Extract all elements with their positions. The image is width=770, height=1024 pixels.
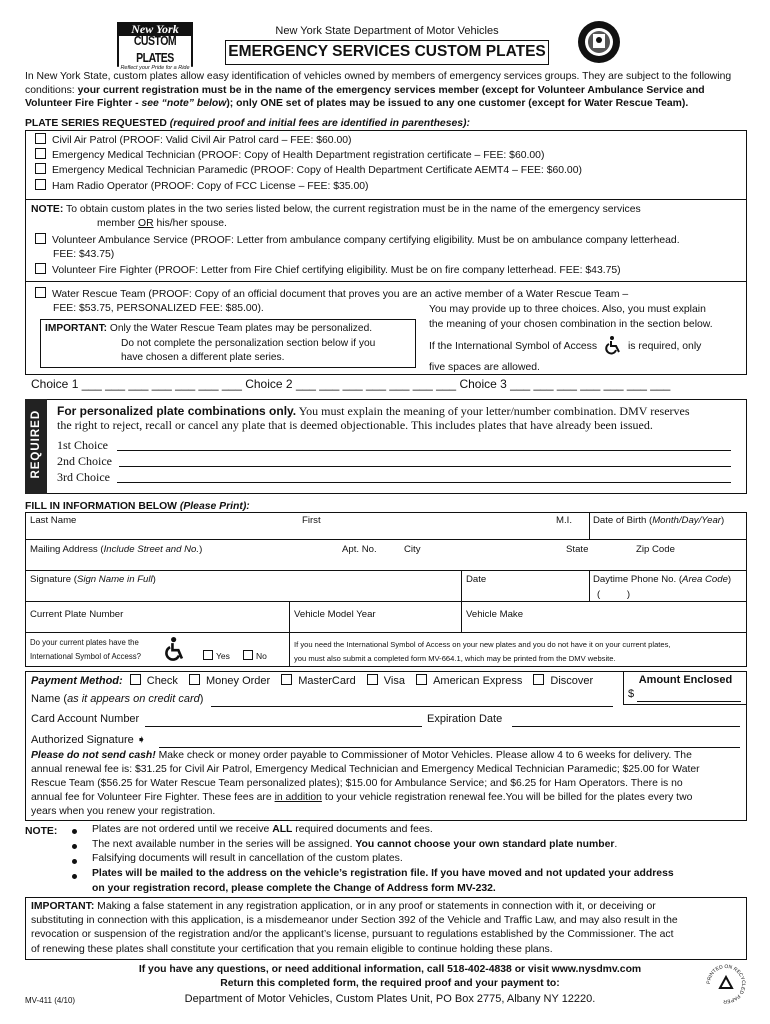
meaning-choices [57,437,727,485]
custom-plates-logo [117,22,193,71]
intro-paragraph [25,70,747,111]
intro-text-1: In New York State, custom plates allow easy identification of vehicles owned by members of emergency services groups. They are subject to the following conditions: [25,71,732,96]
note-item [92,823,747,838]
checkbox[interactable] [243,650,253,660]
divider [25,281,747,282]
meaning-3rd[interactable] [57,469,727,485]
meaning-2nd[interactable] [57,453,727,469]
field-plate-number[interactable]: Current Plate Number [30,609,124,620]
note-label: NOTE: [31,204,64,215]
plate-option-emt-paramedic[interactable] [35,163,582,178]
amount-label: Amount Enclosed [638,674,733,686]
checkbox[interactable] [416,674,427,685]
checkbox[interactable] [35,179,46,190]
warning-text: substituting in connection with this application, is a misdemeanor under Section 392 of the Vehicle and Traffic Law, and may also result in the [31,915,678,927]
meaning-label: 1st Choice [57,438,108,452]
note-text: . [614,838,618,850]
option-label: Visa [383,675,405,687]
card-name-row[interactable]: Name (as it appears on credit card) [31,693,616,707]
field-mailing-address[interactable]: Mailing Address (Include Street and No.) [30,544,203,555]
amount-line[interactable] [637,701,741,702]
bullet [72,844,77,849]
divider [289,601,290,632]
field-apt[interactable]: Apt. No. [342,544,377,555]
meaning-label: 3rd Choice [57,470,110,484]
amount-field[interactable] [628,688,747,702]
field-label: Area Code [682,574,728,585]
card-name-line[interactable] [211,706,613,707]
divider [25,199,747,200]
fill-in-title: FILL IN INFORMATION BELOW [25,501,177,512]
checkbox[interactable] [35,163,46,174]
wheelchair-icon [604,335,624,361]
note-text: required documents and fees. [292,824,433,835]
dollar-sign: $ [628,687,635,700]
divider [25,632,747,633]
plate-series-title: PLATE SERIES REQUESTED [25,118,167,129]
checkbox[interactable] [281,674,292,685]
bullet [72,874,77,879]
choice-3[interactable] [459,377,670,391]
pay-discover[interactable] [533,675,593,687]
recycle-text: PRINTED ON RECYCLED PAPER [705,963,747,1005]
notes-list [92,823,747,897]
note-text: Plates will be mailed to the address on the vehicle’s registration file. If you have moved and not updated your address [92,868,674,880]
meaning-line[interactable] [117,482,731,483]
intro-text-3: see “note” below [141,98,227,110]
checkbox[interactable] [35,133,46,144]
bullet [72,829,77,834]
meaning-line[interactable] [119,466,731,467]
mailing-address: Department of Motor Vehicles, Custom Plates Unit, PO Box 2775, Albany NY 12220. [184,992,596,1005]
choice-blanks[interactable]: ___ ___ ___ ___ ___ ___ ___ [295,377,457,391]
pay-check[interactable] [130,675,178,687]
field-label: Date of Birth ( [593,515,653,526]
pay-visa[interactable] [367,675,405,687]
note-item: Falsifying documents will result in cancellation of the custom plates. [92,853,403,865]
payment-text: annual fee for Volunteer Fire Fighter. These fees are [31,792,275,803]
option-label: MasterCard [298,675,356,687]
divider [461,570,462,632]
svg-text:PRINTED ON RECYCLED PAPER [706,964,746,1004]
meaning-line[interactable] [117,450,731,451]
divider [25,570,747,571]
option-label: Emergency Medical Technician Paramedic (PROOF: Copy of Health Department Certificate AEMT4 – FEE: $60.00) [52,165,582,177]
personalization-instructions [429,303,745,375]
personalized-text [57,404,741,432]
checkbox[interactable] [35,263,46,274]
choice-label: Choice 3 [459,377,507,391]
field-vehicle-make[interactable]: Vehicle Make [466,609,524,620]
field-label: Name ( [31,693,68,705]
payment-text: years when you renew your registration. [31,806,216,817]
plate-option-ham-radio[interactable] [35,179,582,194]
wheelchair-icon [164,636,188,666]
notes-label: NOTE: [25,826,58,837]
important-text: Only the Water Rescue Team plates may be personalized. [107,323,373,334]
isa-no[interactable] [243,650,267,662]
note-text: on your registration record, please complete the Change of Address form MV-232. [92,882,496,894]
field-phone[interactable]: Daytime Phone No. (Area Code) [593,574,732,585]
pay-mastercard[interactable] [281,675,355,687]
payment-methods [31,674,593,689]
divider [289,632,290,667]
checkbox[interactable] [189,674,200,685]
payment-text: Rescue Team ($56.25 for Water Rescue Team personalized plates); $15.00 for Ambulance Service; and $6.25 for Ham Operators. There is no [31,778,683,789]
field-mi[interactable]: M.I. [556,515,572,526]
important-text: Do not complete the personalization section below if you [121,337,376,349]
option-label: Discover [550,675,594,687]
note-text: his/her spouse. [153,217,227,229]
state-seal [577,20,621,64]
fill-in-note: (Please Print): [177,501,250,512]
contact-text: If you have any questions, or need additional information, call 518-402-4838 or visit www.nysdmv.com [138,964,642,975]
isa-question [30,636,141,664]
payment-text: Make check or money order payable to Commissioner of Motor Vehicles. Please allow 4 to 6 weeks for delivery. The [155,750,692,761]
divider [589,512,590,539]
isa-note-text: If you need the International Symbol of Access on your new plates and you do not have it on your current plates, [294,640,671,649]
logo-state: New York [117,22,193,36]
isa-question-text: International Symbol of Access? [30,652,141,661]
form-id: MV-411 (4/10) [25,996,76,1005]
field-label: Mailing Address ( [30,544,104,555]
meaning-label: 2nd Choice [57,454,112,468]
choice-blanks[interactable]: ___ ___ ___ ___ ___ ___ ___ [510,377,671,391]
checkbox[interactable] [203,650,213,660]
warning-text: revocation or suspension of the registration and/or the applicant’s license, pursuant to regulations established by the Commissioner. The act [31,929,674,941]
payment-instructions [31,749,743,819]
option-label: Water Rescue Team (PROOF: Copy of an official document that proves you are an active member of a Water Rescue Team – [52,289,629,300]
arrow-icon: ➧ [136,734,147,746]
option-label: Ham Radio Operator (PROOF: Copy of FCC License – FEE: $35.00) [52,180,369,192]
personalized-desc: You must explain the meaning of your letter/number combination. DMV reserves [296,404,690,418]
field-label: Month/Day/Year [652,515,721,526]
plate-option-volunteer-ambulance[interactable] [35,233,745,262]
option-fee: FEE: $43.75) [53,249,115,260]
divider [589,570,590,601]
field-label: Expiration Date [427,713,503,725]
footer-contact [80,963,700,1006]
field-model-year[interactable]: Vehicle Model Year [294,609,376,620]
bullet [72,859,77,864]
meaning-1st[interactable] [57,437,727,453]
required-tab [25,399,47,494]
agency-name: New York State Department of Motor Vehicles [275,25,499,37]
recycled-paper-badge [704,962,748,1006]
field-state[interactable]: State [566,544,589,555]
divider [25,539,747,540]
payment-text: annual renewal fee is: $31.25 for Civil Air Patrol, Emergency Medical Technician and Emergency Medical Technician Paramedic; $25.00 for Water [31,764,700,775]
payment-text: in addition [274,792,322,803]
card-number-line[interactable] [145,726,422,727]
isa-note-text: you must also submit a completed form MV-664.1, which may be printed from the DMV website. [294,653,616,663]
card-number-row[interactable] [31,713,743,727]
warning-text: Making a false statement in any registration application, or in any proof or statements in connection with it, or deceiving or [94,901,656,912]
field-city[interactable]: City [404,544,421,555]
choice-2[interactable] [245,377,456,391]
plate-choices-row [31,377,670,392]
note-text: You cannot choose your own standard plate number [355,838,615,850]
warning-label: IMPORTANT: [31,901,95,912]
form-title-box [225,40,549,65]
plate-series-note: (required proof and initial fees are identified in parentheses): [166,118,470,129]
personalized-heading: For personalized plate combinations only. [57,404,297,418]
warning-text: of renewing these plates shall constitute your certification that you remain eligible to continue holding these plans. [31,943,553,955]
important-box [40,319,416,368]
important-label: IMPORTANT: [45,323,108,334]
checkbox[interactable] [35,287,46,298]
option-label: Volunteer Ambulance Service (PROOF: Letter from ambulance company certifying eligibility. Must be on ambulance company letterhead. [52,235,680,246]
instruction-text: is required, only [627,341,702,352]
field-last-name[interactable]: Last Name [30,515,77,526]
instruction-text: five spaces are allowed. [429,361,540,373]
field-label: Authorized Signature [31,734,134,746]
pay-money-order[interactable] [189,675,270,687]
field-label: Include Street and No. [103,544,200,555]
authorized-signature-row[interactable] [31,734,743,748]
logo-tagline: Reflect your Pride for a Ride [120,65,190,71]
intro-text-2: your current registration must be in the name of the emergency services member (except for Volunteer Ambulance Service and Volunteer Fire Fighter - [25,84,705,110]
plate-option-emt[interactable] [35,148,582,163]
payment-method-label: Payment Method: [31,675,123,687]
checkbox[interactable] [533,674,544,685]
phone-area-code[interactable]: ( ) [597,589,631,600]
field-dob[interactable]: Date of Birth (Month/Day/Year) [593,515,725,526]
field-date[interactable]: Date [466,574,487,585]
note-text: The next available number in the series will be assigned. [92,838,356,850]
payment-text: to your vehicle registration renewal fee.You will be billed for the plates every two [321,792,693,803]
plate-option-civil-air-patrol[interactable] [35,133,582,148]
note-item [92,838,747,853]
option-label: No [256,651,267,661]
intro-text-4: ); only ONE set of plates may be issued to any one customer (except for Water Rescue Team). [226,98,689,110]
field-signature[interactable]: Signature (Sign Name in Full) [30,574,156,585]
nocash-warning: Please do not send cash! [31,750,156,761]
note-text: Plates are not ordered until we receive [92,824,273,835]
field-label: Daytime Phone No. ( [593,574,683,585]
series-note [31,203,741,230]
choice-blanks[interactable]: ___ ___ ___ ___ ___ ___ ___ [81,377,242,391]
instruction-text: You may provide up to three choices. Also, you must explain [429,304,706,315]
choice-label: Choice 2 [245,377,293,391]
personalized-desc: the right to reject, recall or cancel any plate that is deemed objectionable. This includes plates that have already been issued. [57,418,653,432]
field-label: Signature ( [30,574,77,585]
amount-enclosed-box [623,671,747,705]
choice-label: Choice 1 [31,377,79,391]
form-title: EMERGENCY SERVICES CUSTOM PLATES [228,43,546,60]
field-label: as it appears on credit card [67,693,200,705]
note-text: ALL [272,824,293,835]
instruction-text: If the International Symbol of Access [429,341,598,352]
note-text: To obtain custom plates in the two series listed below, the current registration must be in the name of the emergency services [66,204,641,215]
logo-title: CUSTOM PLATES [117,33,193,67]
note-text: member [97,217,138,229]
field-first-name[interactable]: First [302,515,321,526]
required-label: REQUIRED [29,409,42,479]
plate-series-list [35,133,582,194]
isa-yes[interactable] [203,650,230,662]
option-label: Money Order [206,675,271,687]
instruction-text: the meaning of your chosen combination in the section below. [429,318,713,330]
field-label: Sign Name in Full [76,574,153,585]
note-item [92,867,747,896]
divider [25,601,747,602]
option-fee: FEE: $53.75, PERSONALIZED FEE: $85.00). [53,303,264,314]
expiration-line[interactable] [512,726,740,727]
plate-series-heading [25,117,470,130]
pay-amex[interactable] [416,675,522,687]
field-zip[interactable]: Zip Code [636,544,675,555]
option-label: Check [146,675,178,687]
plate-option-volunteer-fire[interactable] [35,263,621,278]
checkbox[interactable] [130,674,141,685]
option-label: Civil Air Patrol (PROOF: Valid Civil Air Patrol card – FEE: $60.00) [52,135,352,146]
note-or: OR [138,217,154,229]
important-text: have chosen a different plate series. [121,352,285,363]
return-text: Return this completed form, the required proof and your payment to: [220,978,560,990]
checkbox[interactable] [35,233,46,244]
option-label: Emergency Medical Technician (PROOF: Copy of Health Department registration certificate – FEE: $60.00) [52,150,545,162]
choice-1[interactable] [31,377,242,391]
isa-note [294,638,671,665]
field-label: Card Account Number [31,713,140,725]
checkbox[interactable] [367,674,378,685]
signature-line[interactable] [159,747,740,748]
legal-warning-box [25,897,747,960]
option-label: Volunteer Fire Fighter (PROOF: Letter from Fire Chief certifying eligibility. Must be on fire company letterhead. FEE: $43.75) [52,265,621,276]
option-label: American Express [433,675,523,687]
checkbox[interactable] [35,148,46,159]
option-label: Yes [216,651,230,661]
isa-question-text: Do your current plates have the [30,638,139,647]
